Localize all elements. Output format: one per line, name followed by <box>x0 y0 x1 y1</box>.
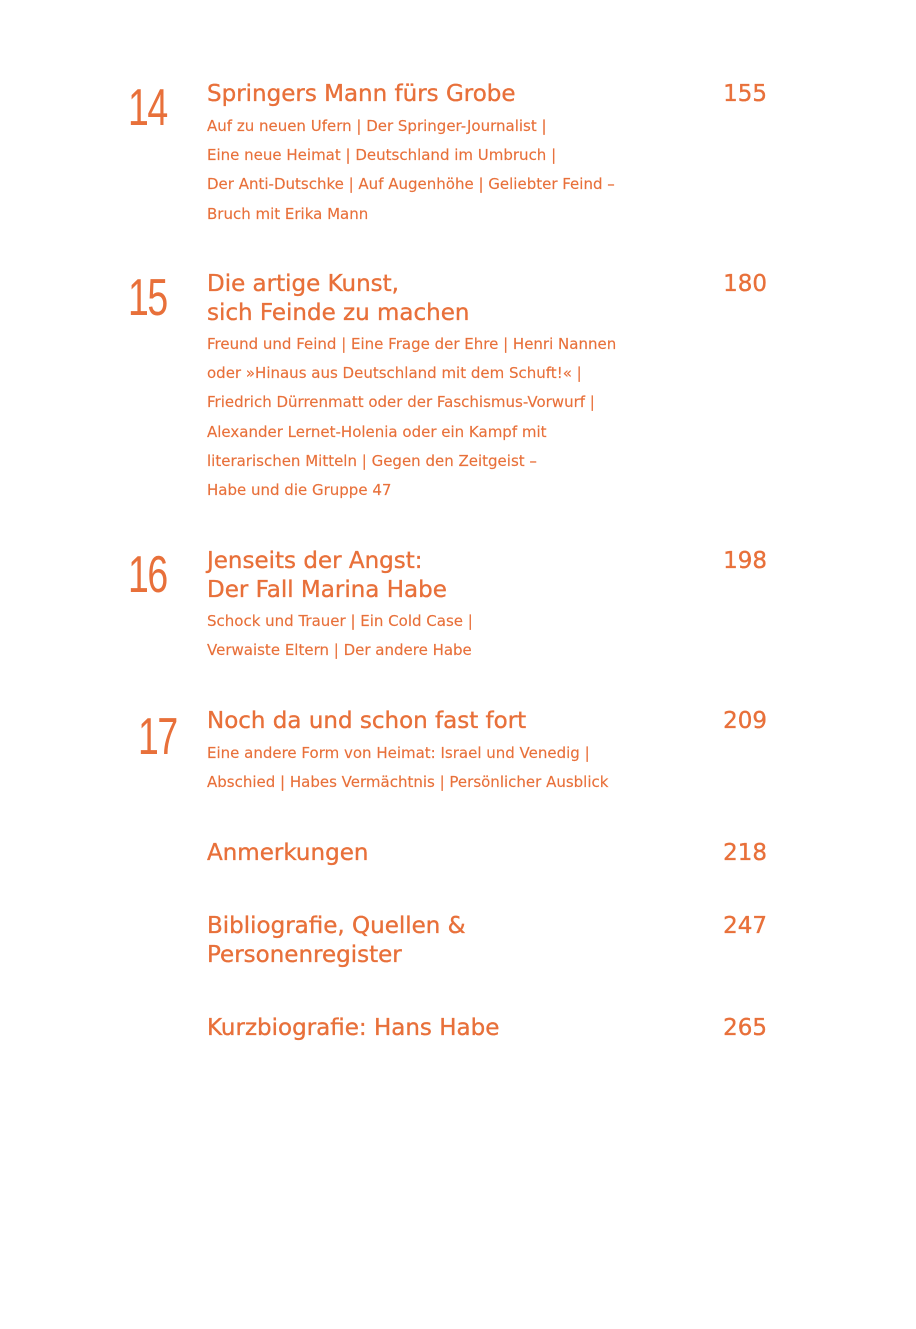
subsection-line: Eine andere Form von Heimat: Israel und Venedig | <box>207 744 590 762</box>
chapter-number: 15 <box>128 269 167 327</box>
subsection-line: Der Anti-Dutschke | Auf Augenhöhe | Geliebter Feind – <box>207 175 615 194</box>
subsection-line: Friedrich Dürrenmatt oder der Faschismus-Vorwurf | <box>207 393 595 412</box>
subsection-line: Bruch mit Erika Mann <box>207 204 369 223</box>
page-number[interactable]: 180 <box>723 271 767 297</box>
chapter-number: 16 <box>128 546 167 604</box>
subsection-line: Habe und die Gruppe 47 <box>207 481 392 500</box>
subsection-line: Abschied | Habes Vermächtnis | Persönlicher Ausblick <box>207 773 609 792</box>
chapter-subsections <box>207 330 677 505</box>
subsection-line: Schock und Trauer | Ein Cold Case | <box>207 612 473 630</box>
page-number[interactable]: 155 <box>723 81 767 107</box>
chapter-number: 14 <box>128 79 167 137</box>
subsection-line: Freund und Feind | Eine Frage der Ehre | Henri Nannen <box>207 335 617 353</box>
subsection-line: oder »Hinaus aus Deutschland mit dem Schuft!« | <box>207 364 582 383</box>
page-number[interactable]: 218 <box>723 840 767 866</box>
subsection-line: Auf zu neuen Ufern | Der Springer-Journalist | <box>207 117 547 135</box>
page-number[interactable]: 247 <box>723 913 767 939</box>
page-number[interactable]: 209 <box>723 708 767 734</box>
chapter-subsections <box>207 112 677 229</box>
chapter-title[interactable]: Springers Mann fürs Grobe <box>207 81 516 107</box>
section-title[interactable]: Kurzbiografie: Hans Habe <box>207 1015 500 1041</box>
subsection-line: Alexander Lernet-Holenia oder ein Kampf mit <box>207 422 547 441</box>
chapter-title[interactable]: Die artige Kunst, sich Feinde zu machen <box>207 271 470 326</box>
chapter-title[interactable]: Jenseits der Angst: Der Fall Marina Habe <box>207 548 447 603</box>
chapter-subsections <box>207 739 677 797</box>
subsection-line: Verwaiste Eltern | Der andere Habe <box>207 641 472 660</box>
chapter-subsections <box>207 607 677 665</box>
subsection-line: Eine neue Heimat | Deutschland im Umbruch | <box>207 146 557 165</box>
chapter-number: 17 <box>138 708 177 766</box>
section-title[interactable]: Bibliografie, Quellen & Personenregister <box>207 913 466 968</box>
subsection-line: literarischen Mitteln | Gegen den Zeitgeist – <box>207 451 537 470</box>
chapter-title[interactable]: Noch da und schon fast fort <box>207 708 527 734</box>
page-number[interactable]: 265 <box>723 1015 767 1041</box>
page-number[interactable]: 198 <box>723 548 767 574</box>
section-title[interactable]: Anmerkungen <box>207 840 369 866</box>
